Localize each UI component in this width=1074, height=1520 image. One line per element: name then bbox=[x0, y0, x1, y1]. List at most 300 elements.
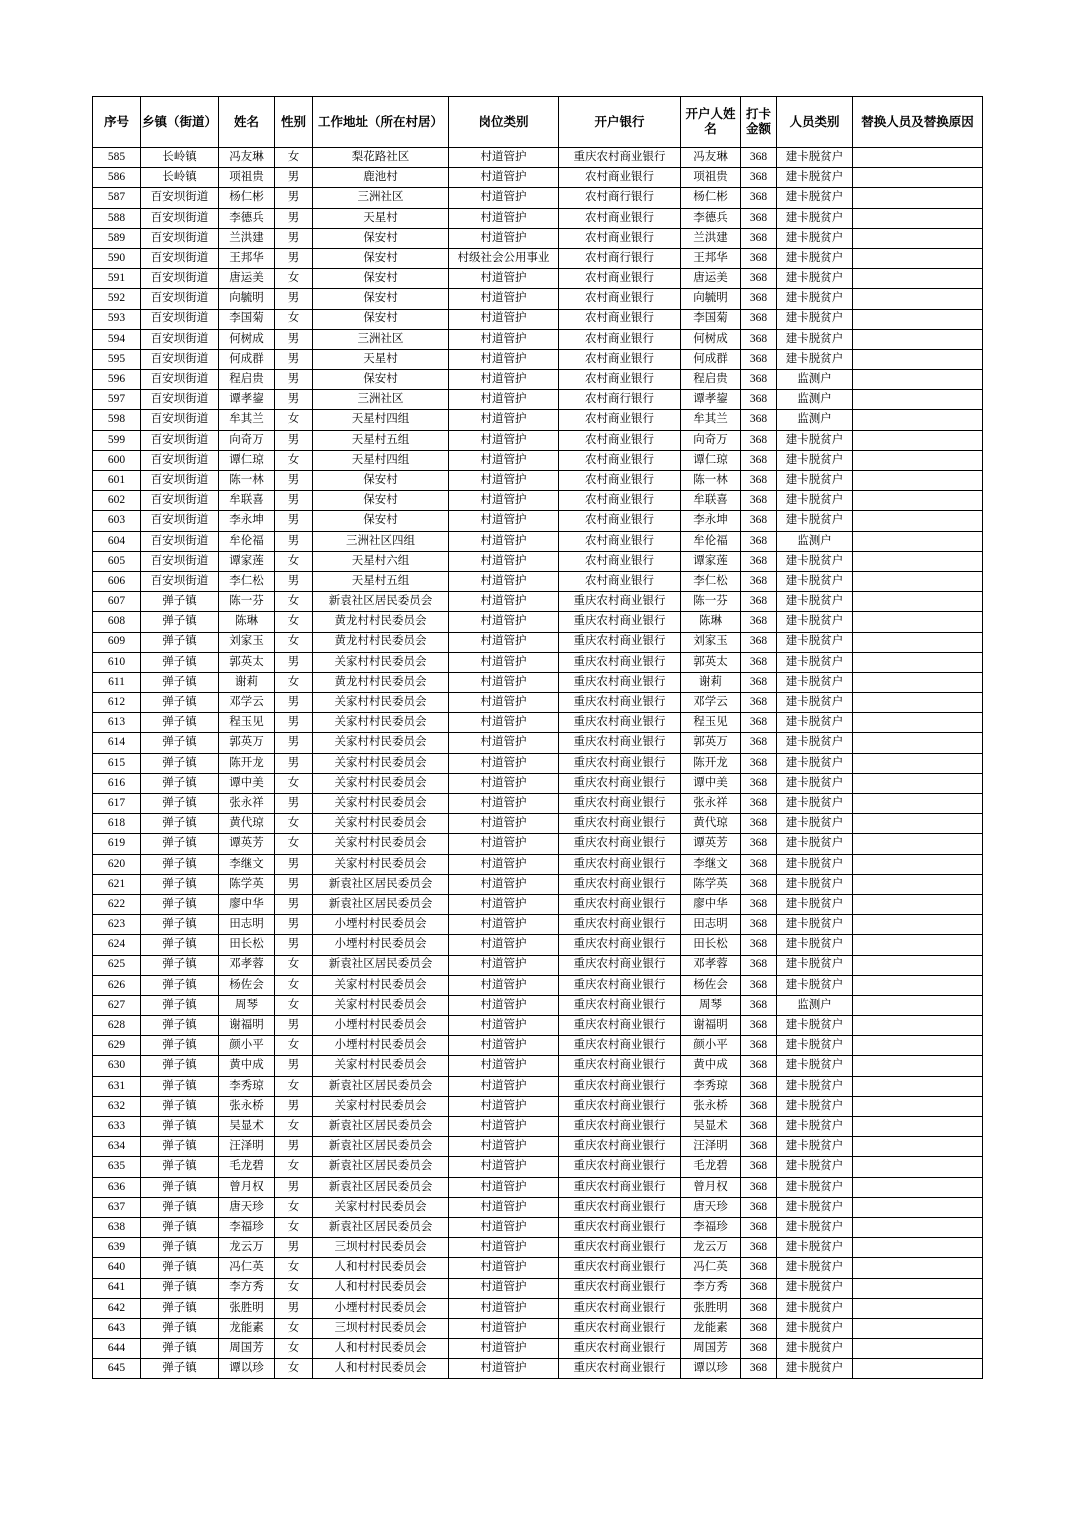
cell-work-address: 新袁社区居民委员会 bbox=[313, 874, 449, 894]
cell-account-holder: 杨佐会 bbox=[681, 975, 741, 995]
cell-replacement bbox=[853, 430, 983, 450]
table-row bbox=[93, 975, 983, 995]
table-row bbox=[93, 753, 983, 773]
cell-township: 弹子镇 bbox=[141, 794, 219, 814]
cell-replacement bbox=[853, 955, 983, 975]
cell-index: 595 bbox=[93, 349, 141, 369]
cell-name: 张永桥 bbox=[219, 1096, 275, 1116]
cell-name: 张永祥 bbox=[219, 794, 275, 814]
cell-township: 弹子镇 bbox=[141, 1117, 219, 1137]
cell-township: 弹子镇 bbox=[141, 915, 219, 935]
cell-bank: 重庆农村商业银行 bbox=[559, 1096, 681, 1116]
cell-post-type: 村道管护 bbox=[449, 1318, 559, 1338]
cell-index: 610 bbox=[93, 652, 141, 672]
cell-work-address: 三洲社区四组 bbox=[313, 531, 449, 551]
cell-post-type: 村道管护 bbox=[449, 1157, 559, 1177]
cell-township: 弹子镇 bbox=[141, 1016, 219, 1036]
cell-amount: 368 bbox=[741, 814, 777, 834]
cell-gender: 女 bbox=[275, 1157, 313, 1177]
cell-person-category: 建卡脱贫户 bbox=[777, 1278, 853, 1298]
cell-gender: 女 bbox=[275, 834, 313, 854]
cell-township: 百安坝街道 bbox=[141, 309, 219, 329]
cell-person-category: 建卡脱贫户 bbox=[777, 814, 853, 834]
cell-work-address: 新袁社区居民委员会 bbox=[313, 1076, 449, 1096]
cell-name: 杨佐会 bbox=[219, 975, 275, 995]
cell-post-type: 村道管护 bbox=[449, 733, 559, 753]
cell-index: 640 bbox=[93, 1258, 141, 1278]
cell-person-category: 建卡脱贫户 bbox=[777, 1359, 853, 1379]
table-row bbox=[93, 733, 983, 753]
cell-person-category: 建卡脱贫户 bbox=[777, 733, 853, 753]
cell-name: 唐运美 bbox=[219, 269, 275, 289]
cell-name: 杨仁彬 bbox=[219, 188, 275, 208]
cell-gender: 男 bbox=[275, 1056, 313, 1076]
cell-account-holder: 周国芳 bbox=[681, 1339, 741, 1359]
cell-amount: 368 bbox=[741, 1217, 777, 1237]
table-row bbox=[93, 390, 983, 410]
cell-bank: 重庆农村商业银行 bbox=[559, 1157, 681, 1177]
cell-post-type: 村道管护 bbox=[449, 1117, 559, 1137]
cell-gender: 男 bbox=[275, 894, 313, 914]
cell-work-address: 三洲社区 bbox=[313, 329, 449, 349]
cell-work-address: 新袁社区居民委员会 bbox=[313, 894, 449, 914]
cell-name: 程启贵 bbox=[219, 370, 275, 390]
cell-township: 弹子镇 bbox=[141, 814, 219, 834]
cell-gender: 男 bbox=[275, 248, 313, 268]
cell-replacement bbox=[853, 1137, 983, 1157]
cell-name: 李秀琼 bbox=[219, 1076, 275, 1096]
cell-bank: 农村商业银行 bbox=[559, 309, 681, 329]
column-header-index: 序号 bbox=[93, 97, 141, 148]
table-row bbox=[93, 511, 983, 531]
cell-gender: 男 bbox=[275, 874, 313, 894]
cell-replacement bbox=[853, 349, 983, 369]
table-row bbox=[93, 269, 983, 289]
cell-work-address: 三坝村村民委员会 bbox=[313, 1318, 449, 1338]
cell-person-category: 建卡脱贫户 bbox=[777, 1217, 853, 1237]
cell-post-type: 村道管护 bbox=[449, 894, 559, 914]
cell-work-address: 关家村村民委员会 bbox=[313, 753, 449, 773]
cell-amount: 368 bbox=[741, 571, 777, 591]
cell-gender: 男 bbox=[275, 1298, 313, 1318]
table-row bbox=[93, 794, 983, 814]
cell-person-category: 建卡脱贫户 bbox=[777, 1137, 853, 1157]
cell-account-holder: 廖中华 bbox=[681, 894, 741, 914]
cell-person-category: 建卡脱贫户 bbox=[777, 228, 853, 248]
cell-post-type: 村道管护 bbox=[449, 208, 559, 228]
cell-work-address: 人和村村民委员会 bbox=[313, 1359, 449, 1379]
cell-account-holder: 冯仁英 bbox=[681, 1258, 741, 1278]
cell-gender: 男 bbox=[275, 1137, 313, 1157]
cell-name: 冯仁英 bbox=[219, 1258, 275, 1278]
cell-name: 项祖贵 bbox=[219, 168, 275, 188]
cell-account-holder: 张胜明 bbox=[681, 1298, 741, 1318]
cell-bank: 农村商业银行 bbox=[559, 551, 681, 571]
cell-work-address: 关家村村民委员会 bbox=[313, 995, 449, 1015]
cell-bank: 重庆农村商业银行 bbox=[559, 894, 681, 914]
cell-index: 597 bbox=[93, 390, 141, 410]
cell-index: 619 bbox=[93, 834, 141, 854]
cell-replacement bbox=[853, 571, 983, 591]
cell-bank: 农村商业银行 bbox=[559, 531, 681, 551]
cell-amount: 368 bbox=[741, 672, 777, 692]
cell-bank: 农村商行银行 bbox=[559, 188, 681, 208]
cell-person-category: 建卡脱贫户 bbox=[777, 1076, 853, 1096]
cell-post-type: 村道管护 bbox=[449, 551, 559, 571]
cell-account-holder: 邓孝蓉 bbox=[681, 955, 741, 975]
cell-person-category: 建卡脱贫户 bbox=[777, 1298, 853, 1318]
cell-post-type: 村道管护 bbox=[449, 511, 559, 531]
table-row bbox=[93, 228, 983, 248]
cell-post-type: 村道管护 bbox=[449, 753, 559, 773]
cell-work-address: 新袁社区居民委员会 bbox=[313, 1117, 449, 1137]
cell-index: 642 bbox=[93, 1298, 141, 1318]
cell-index: 626 bbox=[93, 975, 141, 995]
cell-person-category: 建卡脱贫户 bbox=[777, 713, 853, 733]
cell-gender: 女 bbox=[275, 269, 313, 289]
cell-person-category: 建卡脱贫户 bbox=[777, 935, 853, 955]
table-row bbox=[93, 1096, 983, 1116]
cell-post-type: 村道管护 bbox=[449, 854, 559, 874]
cell-replacement bbox=[853, 511, 983, 531]
cell-amount: 368 bbox=[741, 1036, 777, 1056]
cell-name: 黄中成 bbox=[219, 1056, 275, 1076]
cell-post-type: 村道管护 bbox=[449, 430, 559, 450]
cell-gender: 男 bbox=[275, 208, 313, 228]
cell-gender: 男 bbox=[275, 289, 313, 309]
cell-post-type: 村道管护 bbox=[449, 1238, 559, 1258]
cell-bank: 重庆农村商业银行 bbox=[559, 773, 681, 793]
cell-replacement bbox=[853, 1359, 983, 1379]
cell-post-type: 村道管护 bbox=[449, 1016, 559, 1036]
cell-township: 弹子镇 bbox=[141, 1076, 219, 1096]
cell-replacement bbox=[853, 632, 983, 652]
column-header-work-address: 工作地址（所在村居） bbox=[313, 97, 449, 148]
cell-person-category: 建卡脱贫户 bbox=[777, 1318, 853, 1338]
table-row bbox=[93, 1197, 983, 1217]
cell-account-holder: 龙云万 bbox=[681, 1238, 741, 1258]
column-header-amount: 打卡金额 bbox=[741, 97, 777, 148]
cell-post-type: 村道管护 bbox=[449, 592, 559, 612]
cell-index: 588 bbox=[93, 208, 141, 228]
cell-person-category: 建卡脱贫户 bbox=[777, 349, 853, 369]
cell-replacement bbox=[853, 1339, 983, 1359]
table-row bbox=[93, 289, 983, 309]
cell-index: 589 bbox=[93, 228, 141, 248]
cell-post-type: 村道管护 bbox=[449, 410, 559, 430]
cell-account-holder: 曾月权 bbox=[681, 1177, 741, 1197]
cell-index: 615 bbox=[93, 753, 141, 773]
cell-township: 百安坝街道 bbox=[141, 349, 219, 369]
cell-index: 613 bbox=[93, 713, 141, 733]
cell-township: 百安坝街道 bbox=[141, 228, 219, 248]
table-row bbox=[93, 551, 983, 571]
cell-index: 592 bbox=[93, 289, 141, 309]
cell-township: 弹子镇 bbox=[141, 1157, 219, 1177]
cell-amount: 368 bbox=[741, 1117, 777, 1137]
cell-name: 邓学云 bbox=[219, 693, 275, 713]
cell-amount: 368 bbox=[741, 995, 777, 1015]
cell-post-type: 村道管护 bbox=[449, 612, 559, 632]
cell-bank: 重庆农村商业银行 bbox=[559, 1177, 681, 1197]
cell-work-address: 保安村 bbox=[313, 228, 449, 248]
cell-post-type: 村道管护 bbox=[449, 652, 559, 672]
cell-index: 639 bbox=[93, 1238, 141, 1258]
cell-gender: 男 bbox=[275, 430, 313, 450]
cell-person-category: 建卡脱贫户 bbox=[777, 188, 853, 208]
cell-person-category: 建卡脱贫户 bbox=[777, 168, 853, 188]
cell-work-address: 新袁社区居民委员会 bbox=[313, 1217, 449, 1237]
cell-gender: 男 bbox=[275, 915, 313, 935]
cell-township: 弹子镇 bbox=[141, 632, 219, 652]
table-row bbox=[93, 188, 983, 208]
cell-gender: 女 bbox=[275, 1339, 313, 1359]
cell-township: 弹子镇 bbox=[141, 1137, 219, 1157]
cell-replacement bbox=[853, 531, 983, 551]
cell-post-type: 村道管护 bbox=[449, 1137, 559, 1157]
cell-amount: 368 bbox=[741, 248, 777, 268]
cell-work-address: 新袁社区居民委员会 bbox=[313, 955, 449, 975]
cell-replacement bbox=[853, 854, 983, 874]
cell-gender: 女 bbox=[275, 1036, 313, 1056]
cell-replacement bbox=[853, 329, 983, 349]
cell-township: 弹子镇 bbox=[141, 1197, 219, 1217]
cell-amount: 368 bbox=[741, 753, 777, 773]
cell-amount: 368 bbox=[741, 652, 777, 672]
table-row bbox=[93, 894, 983, 914]
cell-work-address: 关家村村民委员会 bbox=[313, 713, 449, 733]
cell-account-holder: 郭英万 bbox=[681, 733, 741, 753]
cell-work-address: 保安村 bbox=[313, 370, 449, 390]
cell-township: 百安坝街道 bbox=[141, 188, 219, 208]
cell-replacement bbox=[853, 1197, 983, 1217]
cell-bank: 农村商业银行 bbox=[559, 410, 681, 430]
cell-gender: 男 bbox=[275, 794, 313, 814]
cell-township: 弹子镇 bbox=[141, 1217, 219, 1237]
cell-index: 594 bbox=[93, 329, 141, 349]
cell-account-holder: 项祖贵 bbox=[681, 168, 741, 188]
cell-bank: 重庆农村商业银行 bbox=[559, 834, 681, 854]
cell-replacement bbox=[853, 208, 983, 228]
cell-account-holder: 谭以珍 bbox=[681, 1359, 741, 1379]
cell-bank: 农村商业银行 bbox=[559, 430, 681, 450]
cell-account-holder: 颜小平 bbox=[681, 1036, 741, 1056]
cell-gender: 男 bbox=[275, 733, 313, 753]
cell-work-address: 新袁社区居民委员会 bbox=[313, 1157, 449, 1177]
cell-amount: 368 bbox=[741, 733, 777, 753]
table-row bbox=[93, 410, 983, 430]
cell-index: 624 bbox=[93, 935, 141, 955]
cell-replacement bbox=[853, 471, 983, 491]
cell-bank: 农村商行银行 bbox=[559, 248, 681, 268]
cell-account-holder: 谭中美 bbox=[681, 773, 741, 793]
cell-name: 谢福明 bbox=[219, 1016, 275, 1036]
cell-account-holder: 李永坤 bbox=[681, 511, 741, 531]
cell-name: 谭仁琼 bbox=[219, 450, 275, 470]
cell-index: 598 bbox=[93, 410, 141, 430]
cell-account-holder: 刘家玉 bbox=[681, 632, 741, 652]
cell-work-address: 关家村村民委员会 bbox=[313, 693, 449, 713]
cell-work-address: 关家村村民委员会 bbox=[313, 814, 449, 834]
cell-name: 廖中华 bbox=[219, 894, 275, 914]
cell-post-type: 村道管护 bbox=[449, 148, 559, 168]
cell-township: 百安坝街道 bbox=[141, 370, 219, 390]
column-header-township: 乡镇（街道） bbox=[141, 97, 219, 148]
cell-bank: 重庆农村商业银行 bbox=[559, 1258, 681, 1278]
cell-township: 弹子镇 bbox=[141, 612, 219, 632]
cell-person-category: 监测户 bbox=[777, 531, 853, 551]
table-row bbox=[93, 1298, 983, 1318]
table-row bbox=[93, 168, 983, 188]
cell-account-holder: 陈学英 bbox=[681, 874, 741, 894]
cell-replacement bbox=[853, 935, 983, 955]
cell-replacement bbox=[853, 592, 983, 612]
cell-township: 百安坝街道 bbox=[141, 551, 219, 571]
cell-gender: 女 bbox=[275, 672, 313, 692]
cell-index: 623 bbox=[93, 915, 141, 935]
cell-name: 黄代琼 bbox=[219, 814, 275, 834]
cell-account-holder: 兰洪建 bbox=[681, 228, 741, 248]
cell-bank: 重庆农村商业银行 bbox=[559, 713, 681, 733]
cell-replacement bbox=[853, 289, 983, 309]
cell-township: 弹子镇 bbox=[141, 874, 219, 894]
cell-gender: 男 bbox=[275, 753, 313, 773]
cell-township: 弹子镇 bbox=[141, 1036, 219, 1056]
cell-account-holder: 李德兵 bbox=[681, 208, 741, 228]
cell-index: 643 bbox=[93, 1318, 141, 1338]
cell-index: 617 bbox=[93, 794, 141, 814]
cell-bank: 重庆农村商业银行 bbox=[559, 1036, 681, 1056]
cell-work-address: 天星村四组 bbox=[313, 410, 449, 430]
cell-person-category: 监测户 bbox=[777, 410, 853, 430]
column-header-person-category: 人员类别 bbox=[777, 97, 853, 148]
cell-gender: 女 bbox=[275, 309, 313, 329]
cell-amount: 368 bbox=[741, 1278, 777, 1298]
cell-index: 605 bbox=[93, 551, 141, 571]
cell-work-address: 关家村村民委员会 bbox=[313, 652, 449, 672]
cell-person-category: 建卡脱贫户 bbox=[777, 1036, 853, 1056]
cell-gender: 男 bbox=[275, 349, 313, 369]
cell-township: 百安坝街道 bbox=[141, 289, 219, 309]
cell-name: 向奇万 bbox=[219, 430, 275, 450]
cell-post-type: 村道管护 bbox=[449, 713, 559, 733]
table-row bbox=[93, 1076, 983, 1096]
cell-post-type: 村道管护 bbox=[449, 370, 559, 390]
cell-amount: 368 bbox=[741, 269, 777, 289]
cell-replacement bbox=[853, 1157, 983, 1177]
cell-account-holder: 张永祥 bbox=[681, 794, 741, 814]
cell-replacement bbox=[853, 1298, 983, 1318]
cell-post-type: 村道管护 bbox=[449, 309, 559, 329]
column-header-gender: 性别 bbox=[275, 97, 313, 148]
cell-gender: 男 bbox=[275, 1177, 313, 1197]
cell-work-address: 鹿池村 bbox=[313, 168, 449, 188]
cell-index: 638 bbox=[93, 1217, 141, 1237]
cell-township: 弹子镇 bbox=[141, 955, 219, 975]
table-row bbox=[93, 329, 983, 349]
cell-gender: 男 bbox=[275, 168, 313, 188]
table-row bbox=[93, 652, 983, 672]
cell-work-address: 关家村村民委员会 bbox=[313, 1197, 449, 1217]
cell-amount: 368 bbox=[741, 935, 777, 955]
cell-work-address: 关家村村民委员会 bbox=[313, 975, 449, 995]
cell-township: 弹子镇 bbox=[141, 1359, 219, 1379]
cell-amount: 368 bbox=[741, 1339, 777, 1359]
cell-township: 百安坝街道 bbox=[141, 329, 219, 349]
cell-gender: 男 bbox=[275, 854, 313, 874]
cell-post-type: 村道管护 bbox=[449, 269, 559, 289]
cell-index: 586 bbox=[93, 168, 141, 188]
cell-person-category: 建卡脱贫户 bbox=[777, 592, 853, 612]
cell-replacement bbox=[853, 168, 983, 188]
cell-township: 百安坝街道 bbox=[141, 471, 219, 491]
cell-account-holder: 程启贵 bbox=[681, 370, 741, 390]
cell-work-address: 天星村五组 bbox=[313, 430, 449, 450]
cell-township: 百安坝街道 bbox=[141, 511, 219, 531]
cell-township: 弹子镇 bbox=[141, 1056, 219, 1076]
cell-bank: 重庆农村商业银行 bbox=[559, 935, 681, 955]
cell-work-address: 小堙村村民委员会 bbox=[313, 1036, 449, 1056]
cell-replacement bbox=[853, 309, 983, 329]
cell-township: 长岭镇 bbox=[141, 168, 219, 188]
cell-account-holder: 毛龙碧 bbox=[681, 1157, 741, 1177]
cell-post-type: 村道管护 bbox=[449, 188, 559, 208]
cell-index: 632 bbox=[93, 1096, 141, 1116]
cell-person-category: 建卡脱贫户 bbox=[777, 551, 853, 571]
cell-bank: 重庆农村商业银行 bbox=[559, 1197, 681, 1217]
cell-amount: 368 bbox=[741, 1298, 777, 1318]
cell-index: 604 bbox=[93, 531, 141, 551]
table-row bbox=[93, 693, 983, 713]
table-row bbox=[93, 1137, 983, 1157]
cell-name: 陈学英 bbox=[219, 874, 275, 894]
cell-person-category: 建卡脱贫户 bbox=[777, 834, 853, 854]
cell-account-holder: 向毓明 bbox=[681, 289, 741, 309]
cell-township: 百安坝街道 bbox=[141, 248, 219, 268]
cell-person-category: 建卡脱贫户 bbox=[777, 915, 853, 935]
cell-bank: 重庆农村商业银行 bbox=[559, 1298, 681, 1318]
cell-township: 弹子镇 bbox=[141, 1339, 219, 1359]
cell-replacement bbox=[853, 915, 983, 935]
cell-work-address: 梨花路社区 bbox=[313, 148, 449, 168]
cell-amount: 368 bbox=[741, 713, 777, 733]
cell-replacement bbox=[853, 834, 983, 854]
cell-bank: 农村商业银行 bbox=[559, 349, 681, 369]
cell-township: 百安坝街道 bbox=[141, 410, 219, 430]
cell-replacement bbox=[853, 1056, 983, 1076]
cell-index: 614 bbox=[93, 733, 141, 753]
cell-bank: 农村商业银行 bbox=[559, 511, 681, 531]
cell-amount: 368 bbox=[741, 551, 777, 571]
cell-bank: 重庆农村商业银行 bbox=[559, 915, 681, 935]
cell-replacement bbox=[853, 672, 983, 692]
cell-work-address: 人和村村民委员会 bbox=[313, 1258, 449, 1278]
table-row bbox=[93, 571, 983, 591]
cell-work-address: 天星村五组 bbox=[313, 571, 449, 591]
cell-index: 596 bbox=[93, 370, 141, 390]
cell-amount: 368 bbox=[741, 289, 777, 309]
cell-index: 641 bbox=[93, 1278, 141, 1298]
cell-gender: 男 bbox=[275, 531, 313, 551]
cell-bank: 重庆农村商业银行 bbox=[559, 148, 681, 168]
cell-gender: 男 bbox=[275, 1096, 313, 1116]
cell-bank: 农村商业银行 bbox=[559, 450, 681, 470]
cell-person-category: 建卡脱贫户 bbox=[777, 289, 853, 309]
cell-post-type: 村道管护 bbox=[449, 491, 559, 511]
table-row bbox=[93, 1157, 983, 1177]
cell-person-category: 建卡脱贫户 bbox=[777, 854, 853, 874]
table-row bbox=[93, 672, 983, 692]
